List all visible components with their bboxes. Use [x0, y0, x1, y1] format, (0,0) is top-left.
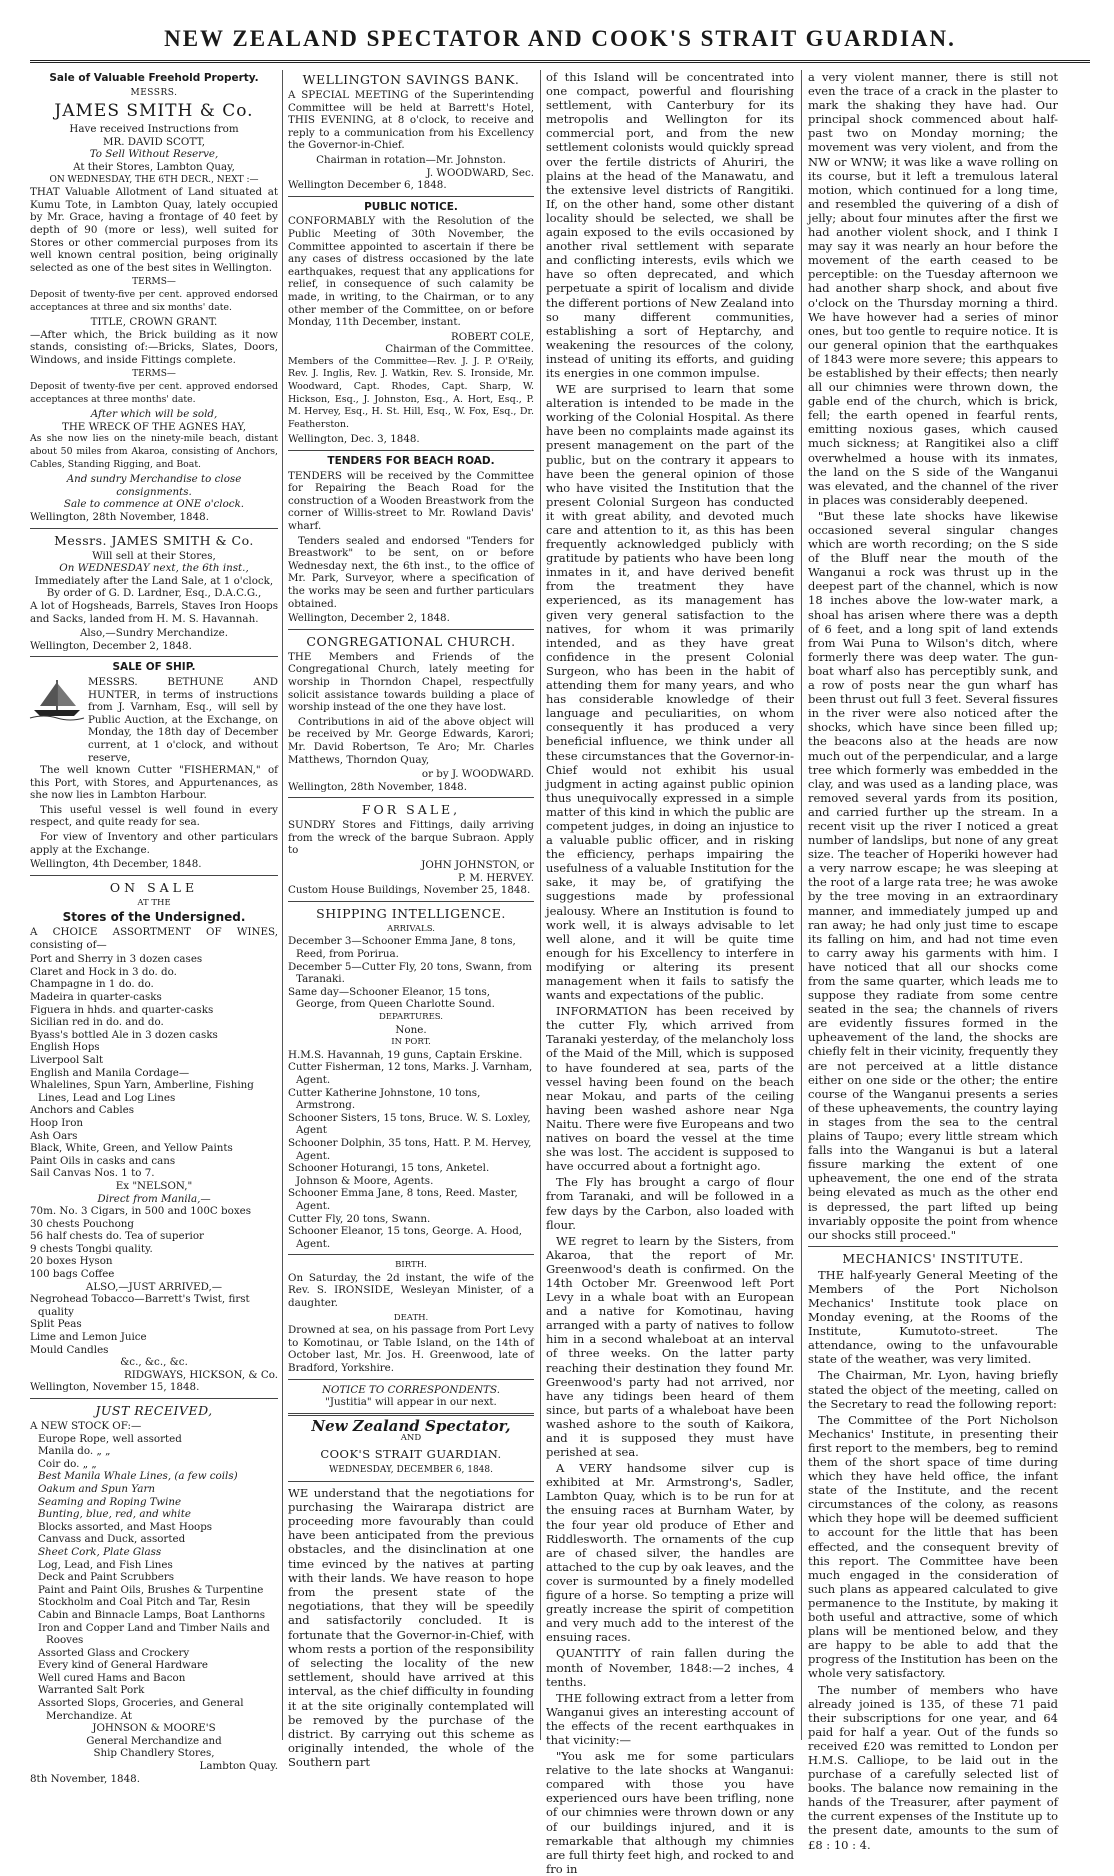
- ad-heading: SALE OF SHIP.: [112, 661, 196, 674]
- firm-name: JAMES SMITH & Co.: [54, 101, 254, 122]
- editorial-paragraph: of this Island will be concentrated into one compact, powerful and flourishing settlement, with Canterbury for its metropolis and Wellington for its commercial port, and from the new settlement colonists would quickly spread over the fertile districts of Ahuriri, the plains at the head of the Manawatu, and the extensive level districts of Rangitiki. If, on the other hand, some other distant locality should be selected, we shall be again exposed to the evils occasioned by another rival settlement with separate and conflicting interests, evils which we have so often deprecated, and which perpetuate a spirit of localism and divide the different portions of New Zealand into so many different communities, establishing a sort of Heptarchy, and weakening the resources of the colony, instead of uniting its efforts, and guiding its energies in one common impulse.: [546, 70, 794, 380]
- list-item: Cutter Fisherman, 12 tons, Marks. J. Varnham, Agent.: [288, 1061, 533, 1086]
- ad-heading: JUST RECEIVED,: [95, 1403, 213, 1418]
- ad-date: Wellington, 4th December, 1848.: [30, 858, 202, 871]
- ad-line: Immediately after the Land Sale, at 1 o'clock,: [34, 574, 274, 587]
- ad-line: After which will be sold,: [90, 408, 218, 421]
- list-item: Cutter Katherine Johnstone, 10 tons, Armstrong.: [288, 1086, 481, 1112]
- ad-body: MESSRS. BETHUNE AND HUNTER, in terms of instructions from J. Varnham, Esq., will sell by Public Auction, at the Exchange, on Monday, the 18th day of December current, at 1 o'clock, and without reserve,: [88, 675, 278, 764]
- ad-label: AT THE: [137, 897, 171, 908]
- list-item: English Hops: [30, 1041, 100, 1054]
- list-item: Sheet Cork, Plate Glass: [38, 1545, 162, 1558]
- separator: [30, 528, 278, 529]
- report-paragraph: The number of members who have already joined is 135, of these 71 paid their subscriptions for one year, and 64 paid for half a year. Out of the funds so received £20 was remitted to London per H.M.S. Calliope, to be laid out in the purchase of a carefully selected list of books. The balance now remaining in the hands of the Treasurer, after payment of the current expenses of the Institute up to the present date, amounts to the sum of £8 : 10 : 4.: [808, 1682, 1058, 1852]
- list-item: 100 bags Coffee: [30, 1268, 115, 1281]
- list-item: English and Manila Cordage—: [30, 1066, 190, 1079]
- subsection-heading: BIRTH.: [395, 1260, 427, 1271]
- ad-date: Wellington, December 2, 1848.: [288, 612, 450, 625]
- list-item: Seaming and Roping Twine: [38, 1495, 182, 1508]
- ad-body: A SPECIAL MEETING of the Superintending Committee will be held at Barrett's Hotel, THIS EVENING, at 8 o'clock, to receive and reply to a communication from his Excellency the Governor-in-Chief.: [288, 89, 534, 152]
- ad-heading: WELLINGTON SAVINGS BANK.: [302, 72, 520, 87]
- list-item: Split Peas: [30, 1318, 82, 1331]
- list-item: Oakum and Spun Yarn: [38, 1482, 155, 1495]
- subsection-heading: DEATH.: [393, 1312, 429, 1323]
- column-2: [288, 70, 534, 1770]
- separator: [288, 629, 534, 630]
- report-paragraph: THE half-yearly General Meeting of the Members of the Port Nicholson Mechanics' Institute took place on Monday evening, at the Rooms of the Institute, Kumutoto-street. The attendance, owing to the unfavourable state of the weather, was very limited.: [808, 1267, 1058, 1367]
- ad-line: Direct from Manila,—: [97, 1192, 211, 1205]
- list-item: Ash Oars: [30, 1129, 78, 1142]
- list-item: Every kind of General Hardware: [38, 1659, 209, 1672]
- list-item: Negrohead Tobacco—Barrett's Twist, first quality: [30, 1293, 250, 1318]
- departures-text: None.: [395, 1023, 427, 1036]
- ad-body: CONFORMABLY with the Resolution of the Public Meeting of 30th November, the Committee appointed to ascertain if there be any cases of distress occasioned by the late earthquakes, request that any applications for relief, in consequence of such calamity be made, in writing, to the Chairman, or to any other member of the Committee, on or before Monday, 11th December, instant.: [288, 215, 534, 329]
- list-item: Anchors and Cables: [30, 1104, 135, 1117]
- column-3: [546, 70, 794, 1876]
- ad-signature: J. WOODWARD, Sec.: [426, 166, 534, 179]
- list-item: Lime and Lemon Juice: [30, 1331, 147, 1344]
- list-item: Schooner Sisters, 15 tons, Bruce. W. S. Loxley, Agent: [288, 1111, 531, 1137]
- ad-body: A CHOICE ASSORTMENT OF WINES, consisting of—: [30, 926, 278, 951]
- ad-body: SUNDRY Stores and Fittings, daily arriving from the wreck of the barque Subraon. Apply to: [288, 819, 534, 857]
- ad-heading: PUBLIC NOTICE.: [364, 200, 458, 213]
- list-item: December 3—Schooner Emma Jane, 8 tons, Reed, from Porirua.: [288, 935, 516, 961]
- separator: [288, 450, 534, 451]
- ad-label: MESSRS.: [130, 87, 178, 98]
- separator: [30, 1398, 278, 1399]
- ad-body: For view of Inventory and other particulars apply at the Exchange.: [30, 831, 278, 856]
- ad-signature: P. M. HERVEY.: [457, 871, 534, 884]
- ad-line: Have received Instructions from: [69, 123, 239, 136]
- list-item: &c., &c., &c.: [120, 1356, 188, 1369]
- list-item: Schooner Dolphin, 35 tons, Hatt. P. M. Hervey, Agent.: [288, 1136, 532, 1162]
- ad-heading: TENDERS FOR BEACH ROAD.: [327, 455, 495, 468]
- news-paragraph: A VERY handsome silver cup is exhibited at Mr. Armstrong's, Sadler, Lambton Quay, which is to be run for at the ensuing races at Burnham Water, by the four year old produce of Ether and Riddlesworth. The ornaments of the cup are of chased silver, the handles are attached to the cup by oak leaves, and the cover is surmounted by a finely modelled figure of a horse. So tempting a prize will greatly increase the spirit of competition and very much add to the interest of the ensuing races.: [546, 1461, 794, 1645]
- list-item: Schooner Hoturangi, 15 tons, Anketel. Johnson & Moore, Agents.: [288, 1162, 490, 1187]
- ad-signature: or by J. WOODWARD.: [421, 768, 534, 781]
- ad-date: Wellington, Dec. 3, 1848.: [288, 433, 420, 446]
- list-item: Sicilian red in do. and do.: [30, 1016, 164, 1029]
- ad-line: To Sell Without Reserve,: [89, 148, 219, 161]
- list-item: Blocks assorted, and Mast Hoops: [38, 1520, 213, 1533]
- ad-line: At their Stores, Lambton Quay,: [73, 160, 235, 173]
- list-item: 9 chests Tongbi quality.: [30, 1242, 153, 1255]
- list-item: 70m. No. 3 Cigars, in 500 and 100C boxes: [30, 1205, 252, 1218]
- ad-signature: Ship Chandlery Stores,: [93, 1747, 215, 1760]
- item-list: [30, 953, 278, 1180]
- ad-body: This useful vessel is well found in every respect, and quite ready for sea.: [30, 803, 278, 829]
- ad-signature: JOHN JOHNSTON, or: [421, 859, 534, 872]
- ship-icon: [30, 676, 84, 720]
- list-item: Claret and Hock in 3 do. do.: [30, 965, 177, 978]
- list-item: Coir do. „ „: [38, 1457, 97, 1470]
- ad-body: Tenders sealed and endorsed "Tenders for Breastwork" to be sent, on or before Wednesday next, the 6th inst., to the office of Mr. Park, Surveyor, where a specification of the works may be seen and further particulars obtained.: [288, 534, 534, 610]
- newspaper-page: [30, 22, 1090, 1876]
- letter-paragraph: a very violent manner, there is still not even the trace of a crack in the plaster to mark the shaking they have had. Our principal shock commenced about half-past two on Monday morning; the movement was very violent, and from the NW or WNW; it was like a wave rolling on its course, but it left a tremulous lateral motion, which continued for a long time, and resembled the quivering of a dish of jelly; about four minutes after the first we had another violent shock, and I think I may say it was nearly an hour before the movement of the earth ceased to be perceptible: on the Tuesday afternoon we had another sharp shock, and about five o'clock on the Thursday morning a third. We have however had a series of minor ones, but too gentle to require notice. It is our general opinion that the earthquakes of 1843 were more severe; this appears to be established by their effects; then nearly all our chimnies were thrown down, the gable end of the church, which is brick, fell; the earth opened in fearful rents, emitting noxious gases, which caused much sickness; at Rangitikei also a cliff overwhelmed a house with its inmates, the land on the S side of the Wanganui was elevated, and the channel of the river in places was considerably deepened.: [808, 70, 1058, 507]
- ad-terms-text: Deposit of twenty-five per cent. approved endorsed acceptances at three months' date.: [30, 381, 278, 405]
- ad-signature: General Merchandize and: [86, 1734, 222, 1747]
- separator: [30, 875, 278, 876]
- ad-signature: JOHNSON & MOORE'S: [92, 1722, 216, 1735]
- ad-line: Will sell at their Stores,: [92, 549, 216, 562]
- list-item: Stockholm and Coal Pitch and Tar, Resin: [38, 1596, 251, 1609]
- ad-date: Wellington, November 15, 1848.: [30, 1381, 200, 1394]
- separator: [808, 1246, 1058, 1247]
- report-paragraph: The Chairman, Mr. Lyon, having briefly stated the object of the meeting, called on the Secretary to read the following report:: [808, 1368, 1058, 1411]
- ad-heading: Sale of Valuable Freehold Property.: [49, 72, 259, 84]
- news-paragraph: THE following extract from a letter from Wanganui gives an interesting account of the effects of the recent earthquakes in that vicinity:—: [546, 1690, 794, 1747]
- ad-line: Chairman in rotation—Mr. Johnston.: [316, 153, 506, 166]
- separator: [288, 901, 534, 902]
- ad-heading: CONGREGATIONAL CHURCH.: [306, 633, 516, 649]
- subsection-heading: ARRIVALS.: [387, 923, 435, 934]
- correspondents-text: "Justitia" will appear in our next.: [325, 1396, 497, 1409]
- ad-terms: TERMS—: [132, 369, 176, 380]
- ad-terms: TERMS—: [132, 277, 176, 288]
- separator: [288, 1413, 534, 1416]
- list-item: Paint Oils in casks and cans: [30, 1154, 176, 1167]
- ad-body: THAT Valuable Allotment of Land situated at Kumu Tote, in Lambton Quay, lately occupied by Mr. Grace, having a frontage of 40 feet by depth of 90 (more or less), well suited for Stores or other commercial purposes from its well known central position, being originally selected as one of the best sites in Wellington.: [30, 186, 278, 274]
- list-item: December 5—Cutter Fly, 20 tons, Swann, from Taranaki.: [288, 960, 532, 986]
- separator: [30, 656, 278, 657]
- ad-line: Sale to commence at ONE o'clock.: [63, 498, 245, 511]
- list-item: Assorted Glass and Crockery: [38, 1646, 190, 1659]
- firm-name: Messrs. JAMES SMITH & Co.: [54, 532, 254, 548]
- ad-line: Ex "NELSON,": [115, 1179, 193, 1192]
- ad-line: MR. DAVID SCOTT,: [102, 135, 206, 148]
- news-paragraph: QUANTITY of rain fallen during the month of November, 1848:—2 inches, 4 tenths.: [546, 1646, 794, 1689]
- list-item: Same day—Schooner Eleanor, 15 tons, George, from Queen Charlotte Sound.: [288, 985, 495, 1011]
- ad-date: Custom House Buildings, November 25, 1848.: [288, 884, 531, 897]
- ad-date: Wellington, 28th November, 1848.: [288, 780, 467, 793]
- column-4: [808, 70, 1058, 1852]
- ad-body: TENDERS will be received by the Committee for Repairing the Beach Road for the construction of a Wooden Breastwork from the corner of Willis-street to Mr. Rowland Davis' wharf.: [288, 469, 534, 532]
- list-item: Liverpool Salt: [30, 1053, 104, 1066]
- list-item: Schooner Emma Jane, 8 tons, Reed. Master, Agent.: [288, 1187, 518, 1212]
- list-item: Paint and Paint Oils, Brushes & Turpentine: [38, 1583, 264, 1596]
- ad-heading: ON SALE: [109, 879, 199, 895]
- death-text: Drowned at sea, on his passage from Port Levy to Komotinau, or Table Island, on the 14th of October last, Mr. Jos. H. Greenwood, late of Bradford, Yorkshire.: [288, 1324, 534, 1375]
- inport-list: [288, 1049, 534, 1251]
- list-item: Europe Rope, well assorted: [38, 1432, 182, 1445]
- news-paragraph: WE regret to learn by the Sisters, from Akaroa, that the report of Mr. Greenwood's death is confirmed. On the 14th October Mr. Greenwood left Port Levy in a whale boat with an European and a native for Komotinau, having arranged with a party of natives to follow him in a second whaleboat at an interval of three weeks. On the latter party reaching their destination they found Mr. Greenwood's party had not arrived, nor have any tidings been heard of them since, but parts of a whaleboat have been washed ashore to the south of Kaikora, and it is supposed they must have perished at sea.: [546, 1233, 794, 1460]
- ad-wreck: THE WRECK OF THE AGNES HAY,: [61, 420, 247, 433]
- ad-signature: Chairman of the Committee.: [385, 343, 534, 356]
- list-item: Cabin and Binnacle Lamps, Boat Lanthorns: [38, 1608, 266, 1621]
- ad-line: ALSO,—JUST ARRIVED,—: [85, 1280, 223, 1293]
- ad-body: The well known Cutter "FISHERMAN," of this Port, with Stores, and Appurtenances, as she now lies in Lambton Harbour.: [30, 764, 278, 802]
- column-1: [30, 70, 278, 1785]
- paper-and: AND: [400, 1433, 422, 1444]
- list-item: 30 chests Pouchong: [30, 1217, 135, 1230]
- item-list: [30, 1205, 278, 1281]
- list-item: 20 boxes Hyson: [30, 1255, 113, 1268]
- list-item: Iron and Copper Land and Timber Nails and Rooves: [38, 1621, 270, 1647]
- list-item: Sail Canvas Nos. 1 to 7.: [30, 1167, 155, 1180]
- report-paragraph: The Committee of the Port Nicholson Mechanics' Institute, in presenting their first report to the members, beg to remind them of the short space of time during which they have held office, the infant state of the Institute, and the recent circumstances of the colony, as reasons which they hope will be deemed sufficient to account for the little that has been effected, and the consequent brevity of this report. The Committee have been much engaged in the consideration of such plans as appeared calculated to give permanence to the Institute, by making it both useful and attractive, some of which plans will be mentioned below, and they are happy to be able to add that the progress of the Institution has been on the whole very satisfactory.: [808, 1412, 1058, 1681]
- ad-body: Contributions in aid of the above object will be received by Mr. George Edwards, Karori; Mr. David Robertson, Te Aro; Mr. Charles Matthews, Thorndon Quay,: [288, 715, 534, 766]
- ad-body: —After which, the Brick building as it now stands, consisting of:—Bricks, Slates, Doors, Windows, and inside Fittings complete.: [30, 328, 278, 366]
- editorial: WE understand that the negotiations for purchasing the Wairarapa district are proceeding more favourably than could have been anticipated from the previous obstacles, and the disinclination at one time evinced by the natives at parting with their lands. We have reason to hope from the present state of the negotiations, that they will be speedily and satisfactorily concluded. It is fortunate that the Governor-in-Chief, with whom rests a portion of the responsibility of selecting the locality of the new settlement, should have arrived at this interval, as the chief difficulty in founding it at the site originally contemplated will be removed by the purchase of the district. By carrying out this scheme as originally intended, the whole of the Southern part: [288, 1485, 534, 1770]
- ad-body: Members of the Committee—Rev. J. J. P. O'Reily, Rev. J. Inglis, Rev. J. Watkin, Rev. S. Ironside, Mr. Woodward, Capt. Rhodes, Capt. Sharp, W. Hickson, Esq., J. Johnston, Esq., A. Hort, Esq., P. M. Hervey, Esq., H. St. Hill, Esq., W. Fox, Esq., Dr. Featherston.: [288, 355, 534, 430]
- list-item: Warranted Salt Pork: [38, 1684, 145, 1697]
- news-paragraph: The Fly has brought a cargo of flour from Taranaki, and will be followed in a few days by the Carbon, also loaded with flour.: [546, 1175, 794, 1232]
- ad-heading: FOR SALE,: [361, 802, 461, 818]
- list-item: 56 half chests do. Tea of superior: [30, 1230, 204, 1243]
- separator: [288, 1379, 534, 1380]
- ad-date: Wellington, 28th November, 1848.: [30, 511, 209, 523]
- letter-paragraph: "But these late shocks have likewise occasioned several singular changes which are worth recording; on the S side of the Bluff near the mouth of the Wanganui a rock was thrust up in the deepest part of the channel, which is now 18 inches above the low-water mark, a shoal has arisen where there was a depth of 6 feet, and a long spit of land extends from Wai Puna to Wilson's ditch, where formerly there was deep water. The gun-boat wharf also has perceptibly sunk, and a row of posts near the gun wharf has been thrust out full 3 feet. Several fissures in the river were also noticed after the shocks, which have since been filled up; the beacons also at the heads are now much out of the perpendicular, and a large tree which formerly was embedded in the clay, and was used as a landing place, was removed several yards from its position, and carried further up the stream. In a recent visit up the river I noticed a great number of landslips, but none of any great size. The teacher of Hoperiki however had a very narrow escape; he was sleeping at the root of a large rata tree; he was awoke by the tree moving in an extraordinary manner, and immediately jumped up and ran away; he had only just time to escape its falling on him, and had not time even to carry away his garments with him. I have noticed that all our shocks come from the same quarter, which leads me to suppose they radiate from some centre seated in the sea; the channels of rivers are evidently fissures formed in the upheavement of the land, the shocks are chiefly felt in their vicinity, frequently they are not perceived at a little distance either on one side or the other; the entire course of the Wanganui presents a series of these upheavements, the country laying in stages from the sea to the central plains of Taupo; every little stream which falls into the Wanganui is but a lateral fissure marking the extent of one upheavement, the one end of the strata being elevated as much as the other end is depressed, the part lifted up being invariably opposite the point from whence our shocks still proceed.": [808, 508, 1058, 1242]
- list-item: Manila do. „ „: [38, 1445, 111, 1458]
- ad-line: By order of G. D. Lardner, Esq., D.A.C.G.,: [46, 587, 262, 600]
- ad-signature: Lambton Quay.: [199, 1760, 278, 1773]
- ad-title: TITLE, CROWN GRANT.: [90, 316, 218, 329]
- item-list: [30, 1293, 278, 1369]
- item-list: [30, 1433, 278, 1723]
- separator: [288, 1481, 534, 1482]
- ad-subheading: Stores of the Undersigned.: [62, 910, 246, 925]
- ad-line: On WEDNESDAY next, the 6th inst.,: [59, 562, 249, 575]
- paper-title: New Zealand Spectator,: [311, 1416, 511, 1435]
- ad-body: As she now lies on the ninety-mile beach, distant about 50 miles from Akaroa, consisting of Anchors, Cables, Standing Rigging, and Boat.: [30, 433, 278, 470]
- ship-ad: [30, 676, 278, 764]
- list-item: Port and Sherry in 3 dozen cases: [30, 953, 203, 966]
- list-item: Deck and Paint Scrubbers: [38, 1571, 175, 1584]
- list-item: Figuera in hhds. and quarter-casks: [30, 1003, 214, 1016]
- subsection-heading: IN PORT.: [391, 1037, 431, 1048]
- list-item: Whalelines, Spun Yarn, Amberline, Fishing Lines, Lead and Log Lines: [30, 1079, 254, 1104]
- editorial-paragraph: WE are surprised to learn that some alteration is intended to be made in the working of the Colonial Hospital. As there have been no complaints made against its present management on the part of the public, but on the contrary it appears to have been the general opinion of those who have visited the Institution that the present Colonial Surgeon has conducted it with great ability, and devoted much care and attention to it, as this has been frequently acknowledged publicly with gratitude by patients who have been long inmates in it, and have derived benefit from the treatment they have experienced, as its management has given very general satisfaction to the natives, for whom it was primarily intended, and as they have great confidence in the present Colonial Surgeon, who has been in the habit of attending them for many years, and who has considerable knowledge of their language and peculiarities, on whom consequently it has produced a very beneficial influence, we think under all these circumstances that the Governor-in-Chief would not exhibit his usual judgment in acting against public opinion thus unequivocally expressed in a simple matter of this kind in which the public are competent judges, in doing an injustice to a valuable public officer, and in risking the efficiency, perhaps impairing the usefulness of a valuable Institution for the sake, it may be, of gratifying the suggestions made by professional jealousy. Where an Institution is found to work well, it is always advisable to let well alone, and it will be quite time enough for his Excellency to interfere in modifying or altering its present management when it fails to satisfy the wants and expectations of the public.: [546, 382, 794, 1003]
- news-paragraph: INFORMATION has been received by the cutter Fly, which arrived from Taranaki yesterday, of the melancholy loss of the Maid of the Mill, which is supposed to have foundered at sea, parts of the vessel having been found on the beach near Mokau, and parts of the ceiling having been washed ashore near Nga Naitu. There were five Europeans and two natives on board the vessel at the time she was lost. The accident is supposed to have occurred about a fortnight ago.: [546, 1004, 794, 1174]
- subsection-heading: DEPARTURES.: [378, 1012, 443, 1022]
- letter-paragraph: "You ask me for some particulars relative to the late shocks at Wanganui: compared with those you have experienced ours have been trifling, none of our chimnies were thrown down or any of our buildings injured, and it is remarkable that although my chimnies are full thirty feet high, and rocked to and fro in: [546, 1749, 794, 1876]
- list-item: Cutter Fly, 20 tons, Swann.: [288, 1212, 431, 1225]
- masthead: NEW ZEALAND SPECTATOR AND COOK'S STRAIT GUARDIAN.: [164, 26, 956, 51]
- masthead-rule: [30, 60, 1090, 63]
- list-item: Mould Candles: [30, 1343, 109, 1356]
- ad-body: THE Members and Friends of the Congregational Church, lately meeting for worship in Thorndon Chapel, respectfully solicit assistance towards building a place of worship instead of the one they have lost.: [288, 650, 534, 714]
- birth-text: On Saturday, the 2d instant, the wife of the Rev. S. IRONSIDE, Wesleyan Minister, of a daughter.: [288, 1271, 534, 1310]
- list-item: Madeira in quarter-casks: [30, 991, 162, 1003]
- list-item: Log, Lead, and Fish Lines: [38, 1558, 173, 1571]
- section-heading: SHIPPING INTELLIGENCE.: [316, 905, 506, 921]
- ad-line: And sundry Merchandise to close consignments.: [66, 473, 242, 498]
- list-item: Assorted Slops, Groceries, and General Merchandize. At: [38, 1697, 244, 1722]
- list-item: Best Manila Whale Lines, (a few coils): [38, 1470, 238, 1483]
- list-item: Well cured Hams and Bacon: [38, 1671, 186, 1684]
- list-item: H.M.S. Havannah, 19 guns, Captain Erskine.: [288, 1048, 523, 1061]
- separator: [288, 1254, 534, 1255]
- list-item: Canvass and Duck, assorted: [38, 1533, 186, 1546]
- separator: [288, 196, 534, 197]
- section-heading: MECHANICS' INSTITUTE.: [842, 1250, 1024, 1266]
- ad-date: Wellington, December 2, 1848.: [30, 639, 192, 652]
- ad-line: ON WEDNESDAY, THE 6TH DECR., NEXT :—: [49, 174, 259, 185]
- ad-line: Also,—Sundry Merchandize.: [79, 627, 229, 640]
- paper-title-2: COOK'S STRAIT GUARDIAN.: [320, 1447, 502, 1461]
- ad-signature: RIDGWAYS, HICKSON, & Co.: [123, 1368, 278, 1381]
- list-item: Schooner Eleanor, 15 tons, George. A. Hood, Agent.: [288, 1225, 523, 1250]
- list-item: Bunting, blue, red, and white: [38, 1508, 191, 1521]
- ad-terms-text: Deposit of twenty-five per cent. approved endorsed acceptances at three and six months' date.: [30, 288, 278, 313]
- ad-signature: ROBERT COLE,: [451, 330, 534, 343]
- separator: [288, 797, 534, 798]
- list-item: Byass's bottled Ale in 3 dozen casks: [30, 1028, 218, 1041]
- ad-intro: A NEW STOCK OF:—: [30, 1420, 142, 1432]
- list-item: Champagne in 1 do. do.: [30, 978, 154, 991]
- ad-body: A lot of Hogsheads, Barrels, Staves Iron Hoops and Sacks, landed from H. M. S. Havannah.: [30, 599, 278, 625]
- ad-date: Wellington December 6, 1848.: [288, 179, 447, 192]
- section-heading: NOTICE TO CORRESPONDENTS.: [321, 1383, 501, 1396]
- ad-date: 8th November, 1848.: [30, 1772, 140, 1785]
- arrivals-list: [288, 935, 534, 1011]
- list-item: Hoop Iron: [30, 1116, 84, 1129]
- paper-date: WEDNESDAY, DECEMBER 6, 1848.: [329, 1465, 493, 1475]
- list-item: Black, White, Green, and Yellow Paints: [30, 1142, 233, 1155]
